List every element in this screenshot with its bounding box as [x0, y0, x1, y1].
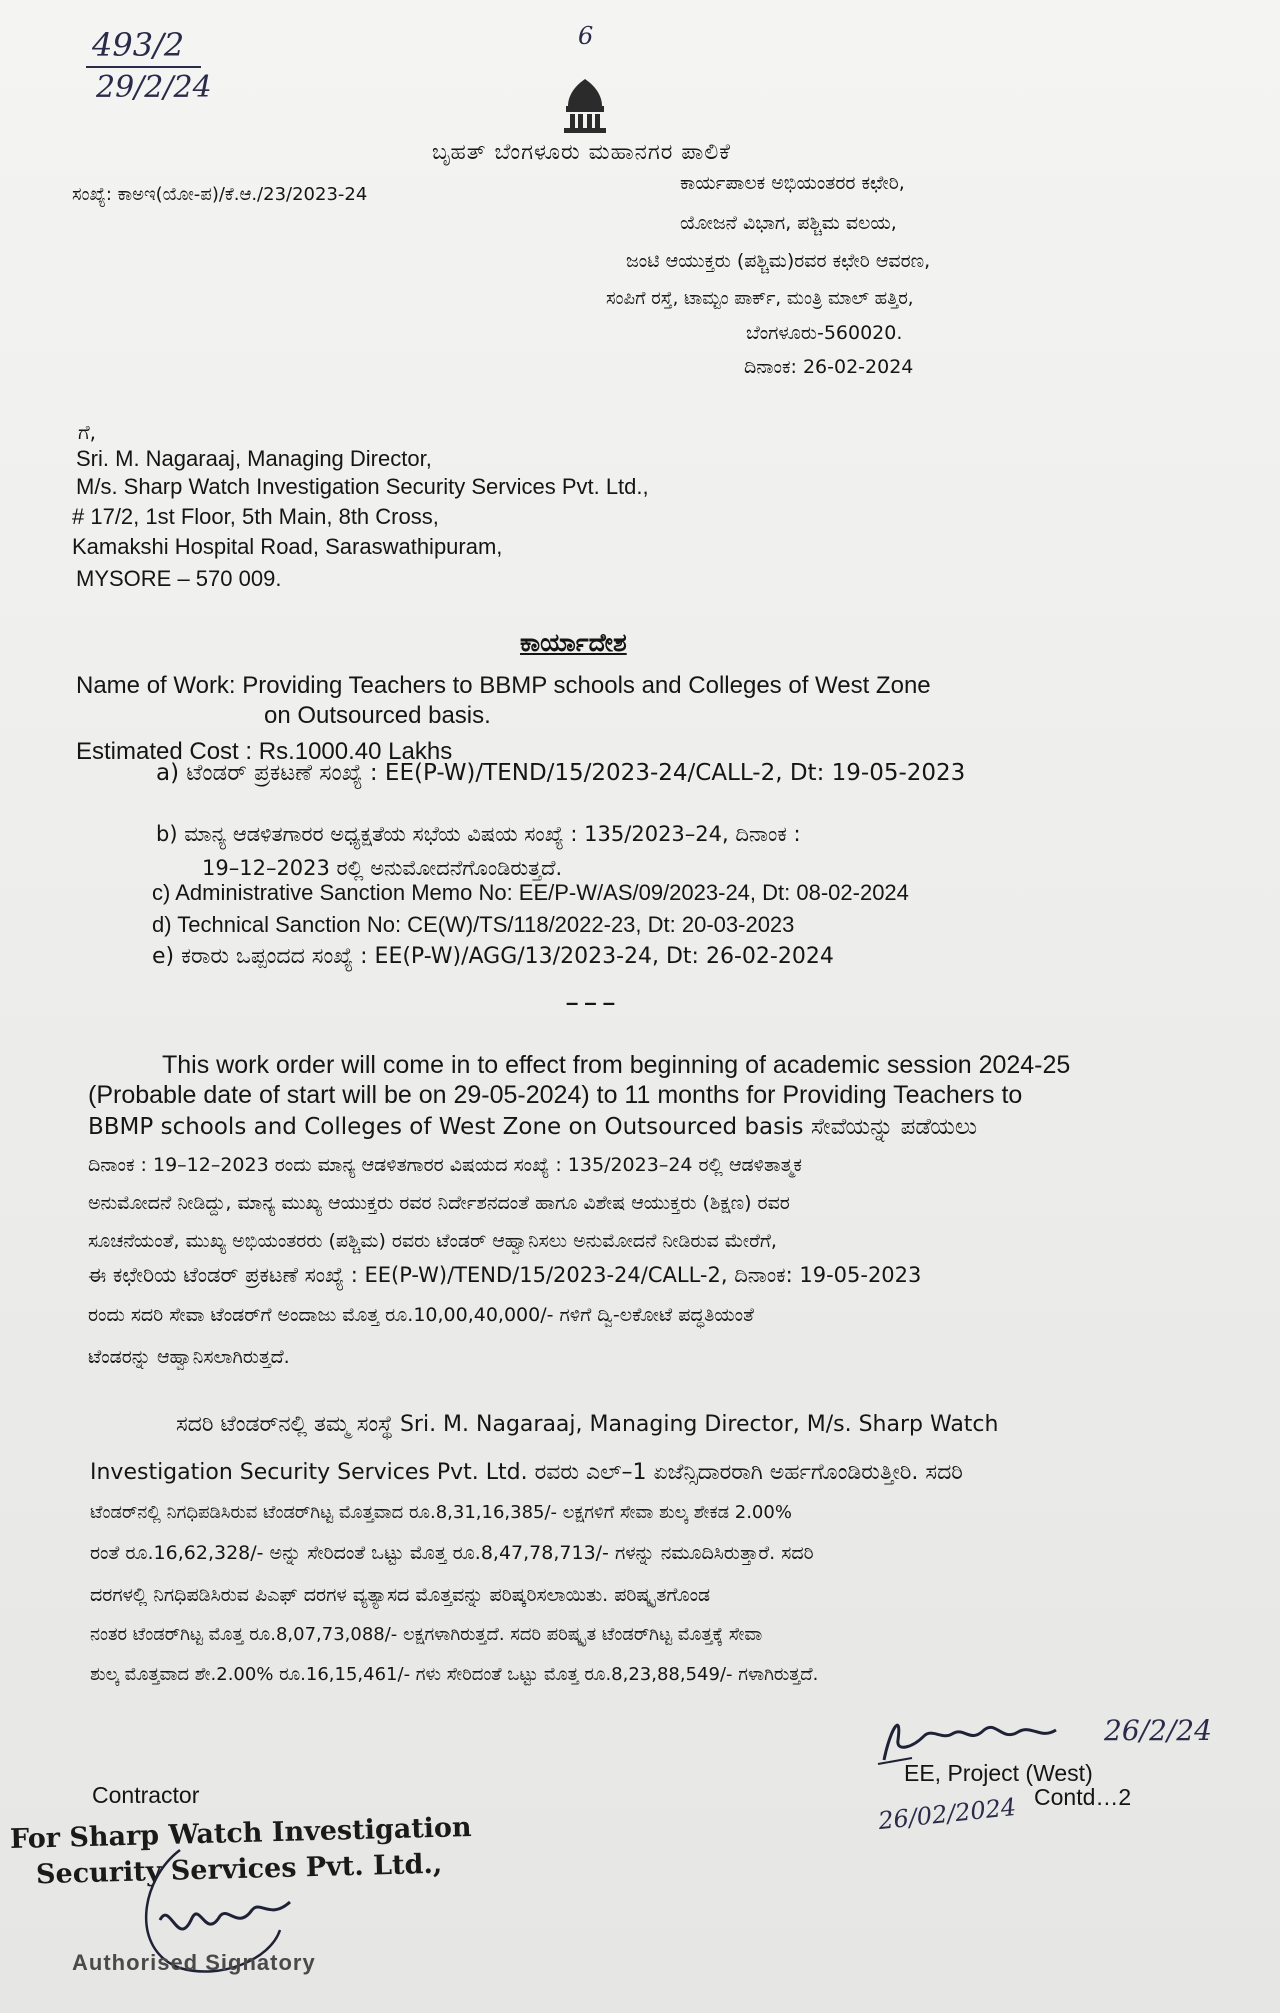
para2-line-4: ರಂತೆ ರೂ.16,62,328/- ಅನ್ನು ಸೇರಿದಂತೆ ಒಟ್ಟು ಮೊತ್ತ ರೂ.8,47,78,713/- ಗಳನ್ನು ನಮೂದಿಸಿರುತ್ತಾರೆ. ಸದರಿ [90, 1542, 814, 1564]
continued-marker: Contd…2 [1034, 1784, 1132, 1810]
addressee-line-2: M/s. Sharp Watch Investigation Security Services Pvt. Ltd., [76, 474, 649, 499]
authorised-signatory: Authorised Signatory [72, 1950, 316, 1975]
inward-underline [86, 66, 201, 68]
para2-line-6: ನಂತರ ಟೆಂಡರ್‌ಗಿಟ್ಟ ಮೊತ್ತ ರೂ.8,07,73,088/- ಲಕ್ಷಗಳಾಗಿರುತ್ತದೆ. ಸದರಿ ಪರಿಷ್ಕೃತ ಟೆಂಡರ್‌ಗಿಟ್ಟ ಮೊತ್ತಕ್ಕೆ ಸೇವಾ [90, 1624, 763, 1645]
para2-line-7: ಶುಲ್ಕ ಮೊತ್ತವಾದ ಶೇ.2.00% ರೂ.16,15,461/- ಗಳು ಸೇರಿದಂತೆ ಒಟ್ಟು ಮೊತ್ತ ರೂ.8,23,88,549/- ಗಳಾಗಿರುತ್ತದೆ. [90, 1664, 819, 1685]
name-of-work-line-1: Name of Work: Providing Teachers to BBMP schools and Colleges of West Zone [76, 672, 931, 699]
ref-item-d: d) Technical Sanction No: CE(W)/TS/118/2022-23, Dt: 20-03-2023 [152, 912, 795, 937]
reference-number: ಸಂಖ್ಯೆ: ಕಾಅಇ(ಯೋ-ಪ)/ಕೆ.ಆ./23/2023-24 [72, 184, 368, 205]
org-name: ಬೃಹತ್ ಬೆಂಗಳೂರು ಮಹಾನಗರ ಪಾಲಿಕೆ [432, 140, 732, 165]
office-line-2: ಯೋಜನೆ ವಿಭಾಗ, ಪಶ್ಚಿಮ ವಲಯ, [680, 212, 897, 234]
para2-line-3: ಟೆಂಡರ್‌ನಲ್ಲಿ ನಿಗಧಿಪಡಿಸಿರುವ ಟೆಂಡರ್‌ಗಿಟ್ಟ ಮೊತ್ತವಾದ ರೂ.8,31,16,385/- ಲಕ್ಷಗಳಿಗೆ ಸೇವಾ ಶುಲ್ಕ ಶೇಕಡ 2.00% [90, 1502, 792, 1523]
office-line-4: ಸಂಪಿಗೆ ರಸ್ತೆ, ಟಾಮ್ಟಂ ಪಾರ್ಕ್, ಮಂತ್ರಿ ಮಾಲ್ ಹತ್ತಿರ, [606, 288, 914, 309]
section-separator: – – – [566, 990, 615, 1015]
signature-date-bottom: 26/02/2024 [876, 1792, 1018, 1836]
para1-line-8: ರಂದು ಸದರಿ ಸೇವಾ ಟೆಂಡರ್‌ಗೆ ಅಂದಾಜು ಮೊತ್ತ ರೂ.10,00,40,000/- ಗಳಿಗೆ ದ್ವಿ-ಲಕೋಟೆ ಪದ್ಧತಿಯಂತೆ [88, 1304, 754, 1326]
signer-title: EE, Project (West) [904, 1760, 1093, 1786]
para2-line-1: ಸದರಿ ಟೆಂಡರ್‌ನಲ್ಲಿ ತಮ್ಮ ಸಂಸ್ಥೆ Sri. M. Nagaraaj, Managing Director, M/s. Sharp Watch [176, 1412, 999, 1437]
company-stamp-line-1: For Sharp Watch Investigation [9, 1811, 472, 1856]
addressee-line-1: Sri. M. Nagaraaj, Managing Director, [76, 446, 432, 471]
para1-line-3: BBMP schools and Colleges of West Zone on Outsourced basis ಸೇವೆಯನ್ನು ಪಡೆಯಲು [88, 1114, 978, 1140]
para1-line-4: ದಿನಾಂಕ : 19–12–2023 ರಂದು ಮಾನ್ಯ ಆಡಳಿತಗಾರರ ವಿಷಯದ ಸಂಖ್ಯೆ : 135/2023–24 ರಲ್ಲಿ ಆಡಳಿತಾತ್ಮಕ [88, 1154, 802, 1176]
para1-line-7: ಈ ಕಛೇರಿಯ ಟೆಂಡರ್ ಪ್ರಕಟಣೆ ಸಂಖ್ಯೆ : EE(P-W)/TEND/15/2023-24/CALL-2, ದಿನಾಂಕ: 19-05-2023 [88, 1263, 922, 1287]
office-line-3: ಜಂಟಿ ಆಯುಕ್ತರು (ಪಶ್ಚಿಮ)ರವರ ಕಛೇರಿ ಆವರಣ, [626, 250, 931, 272]
para1-line-6: ಸೂಚನೆಯಂತೆ, ಮುಖ್ಯ ಅಭಿಯಂತರರು (ಪಶ್ಚಿಮ) ರವರು ಟೆಂಡರ್ ಆಹ್ವಾನಿಸಲು ಅನುಮೋದನೆ ನೀಡಿರುವ ಮೇರೆಗೆ, [88, 1230, 777, 1252]
ref-item-e: e) ಕರಾರು ಒಪ್ಪಂದದ ಸಂಖ್ಯೆ : EE(P-W)/AGG/13/2023-24, Dt: 26-02-2024 [152, 944, 834, 969]
addressee-line-5: MYSORE – 570 009. [76, 566, 282, 591]
bbmp-emblem-icon [562, 76, 608, 134]
office-line-1: ಕಾರ್ಯಪಾಲಕ ಅಭಿಯಂತರರ ಕಛೇರಿ, [680, 172, 905, 194]
letter-date: ದಿನಾಂಕ: 26-02-2024 [744, 356, 914, 378]
para1-line-1: This work order will come in to effect from beginning of academic session 2024-25 [162, 1051, 1071, 1079]
ref-item-a: a) ಟೆಂಡರ್ ಪ್ರಕಟಣೆ ಸಂಖ್ಯೆ : EE(P-W)/TEND/15/2023-24/CALL-2, Dt: 19-05-2023 [156, 760, 966, 786]
work-order-heading: ಕಾರ್ಯಾದೇಶ [520, 628, 627, 657]
para1-line-9: ಟೆಂಡರನ್ನು ಆಹ್ವಾನಿಸಲಾಗಿರುತ್ತದೆ. [88, 1346, 290, 1368]
inward-number: 493/2 [92, 26, 185, 64]
contractor-label: Contractor [92, 1782, 200, 1808]
office-line-5: ಬೆಂಗಳೂರು-560020. [746, 322, 903, 344]
addressee-line-4: Kamakshi Hospital Road, Saraswathipuram, [72, 534, 503, 559]
ref-item-b-cont: 19–12–2023 ರಲ್ಲಿ ಅನುಮೋದನೆಗೊಂಡಿರುತ್ತದೆ. [202, 856, 563, 880]
para2-line-2: Investigation Security Services Pvt. Ltd. ರವರು ಎಲ್–1 ಏಜೆನ್ಸಿದಾರರಾಗಿ ಅರ್ಹಗೊಂಡಿರುತ್ತೀರಿ. ಸದರಿ [90, 1460, 963, 1485]
name-of-work-line-2: on Outsourced basis. [264, 702, 491, 729]
para1-line-2: (Probable date of start will be on 29-05-2024) to 11 months for Providing Teachers to [88, 1081, 1023, 1109]
signature-date-top: 26/2/24 [1104, 1714, 1212, 1747]
to-label: ಗೆ, [78, 420, 96, 444]
para1-line-5: ಅನುಮೋದನೆ ನೀಡಿದ್ದು, ಮಾನ್ಯ ಮುಖ್ಯ ಆಯುಕ್ತರು ರವರ ನಿರ್ದೇಶನದಂತೆ ಹಾಗೂ ವಿಶೇಷ ಆಯುಕ್ತರು (ಶಿಕ್ಷಣ) ರವರ [88, 1192, 790, 1214]
para2-line-5: ದರಗಳಲ್ಲಿ ನಿಗಧಿಪಡಿಸಿರುವ ಪಿಎಫ್ ದರಗಳ ವ್ಯತ್ಯಾಸದ ಮೊತ್ತವನ್ನು ಪರಿಷ್ಕರಿಸಲಾಯಿತು. ಪರಿಷ್ಕೃತಗೊಂಡ [90, 1584, 711, 1606]
page-mark: 6 [578, 22, 594, 50]
estimated-cost: Estimated Cost : Rs.1000.40 Lakhs [76, 738, 453, 765]
addressee-line-3: # 17/2, 1st Floor, 5th Main, 8th Cross, [72, 504, 439, 529]
company-stamp-line-2: Security Services Pvt. Ltd., [35, 1848, 443, 1891]
inward-date: 29/2/24 [96, 70, 212, 105]
ref-item-c: c) Administrative Sanction Memo No: EE/P-W/AS/09/2023-24, Dt: 08-02-2024 [152, 880, 909, 905]
ref-item-b: b) ಮಾನ್ಯ ಆಡಳಿತಗಾರರ ಅಧ್ಯಕ್ಷತೆಯ ಸಭೆಯ ವಿಷಯ ಸಂಖ್ಯೆ : 135/2023–24, ದಿನಾಂಕ : [156, 822, 801, 846]
